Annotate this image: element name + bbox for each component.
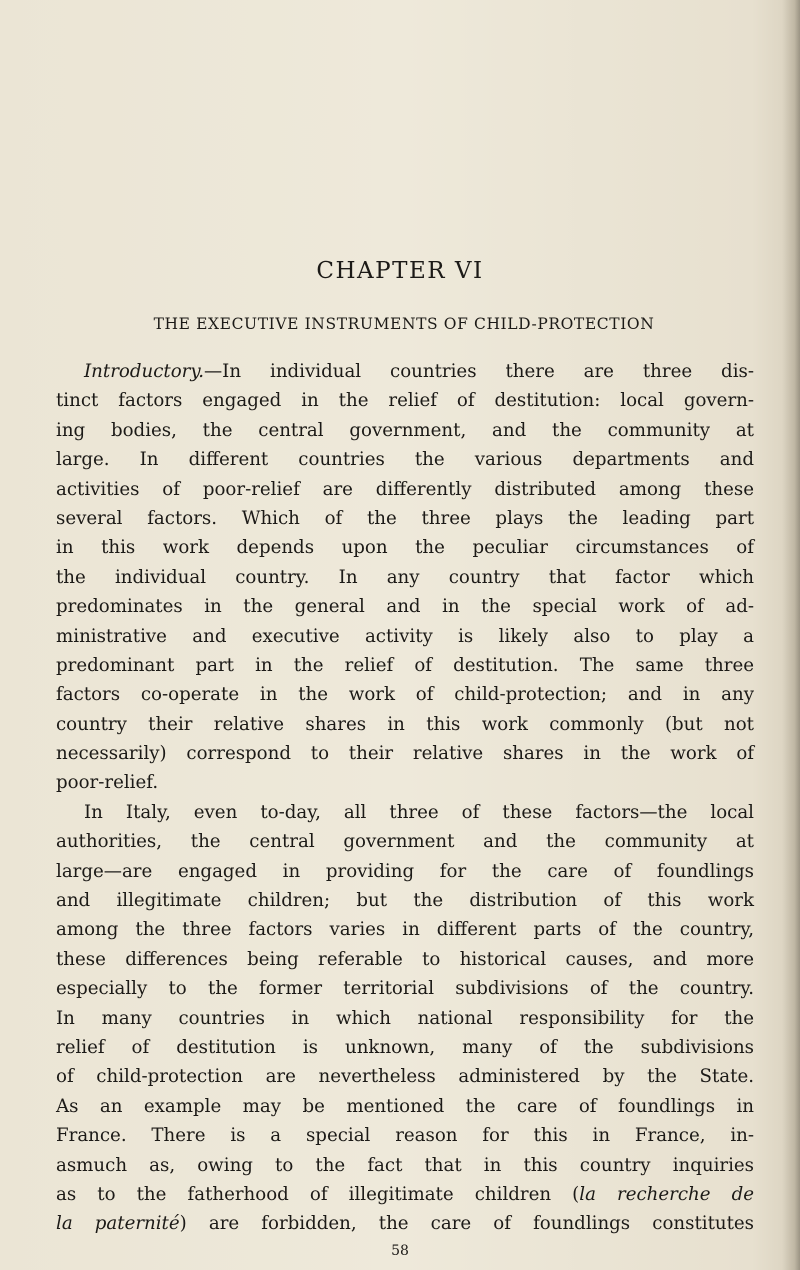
page-edge-shadow — [782, 0, 800, 1270]
text-line: authorities, the central government and the community at — [56, 831, 754, 853]
text-line: poor-relief. — [56, 772, 159, 794]
text-line: large. In different countries the various departments and — [56, 449, 754, 471]
text-line: of child-protection are nevertheless administered by the State. — [56, 1066, 754, 1088]
text-line: as to the fatherhood of illegitimate children (la recherche de — [56, 1183, 754, 1205]
text-line: relief of destitution is unknown, many of the subdivisions — [56, 1036, 754, 1058]
text-line: In many countries in which national responsibility for the — [56, 1007, 754, 1029]
text-line: these differences being referable to historical causes, and more — [56, 948, 754, 970]
text-line: France. There is a special reason for this in France, in- — [56, 1125, 754, 1147]
text-line: the individual country. In any country that factor which — [56, 566, 754, 588]
text-line: and illegitimate children; but the distribution of this work — [56, 890, 754, 912]
text-line: in this work depends upon the peculiar circumstances of — [56, 537, 754, 559]
text-line: especially to the former territorial subdivisions of the country. — [56, 978, 754, 1000]
text-line: asmuch as, owing to the fact that in this country inquiries — [56, 1154, 754, 1176]
chapter-heading: CHAPTER VI — [316, 258, 484, 284]
text-line: ministrative and executive activity is likely also to play a — [56, 625, 754, 647]
text-line: As an example may be mentioned the care of foundlings in — [56, 1095, 754, 1117]
text-line: country their relative shares in this work commonly (but not — [56, 713, 754, 735]
text-line: necessarily) correspond to their relative shares in the work of — [56, 743, 754, 765]
text-line: ing bodies, the central government, and the community at — [56, 419, 754, 441]
text-line: tinct factors engaged in the relief of destitution: local govern- — [56, 390, 754, 412]
section-title: THE EXECUTIVE INSTRUMENTS OF CHILD-PROTECTION — [153, 315, 655, 333]
text-line: predominant part in the relief of destitution. The same three — [56, 654, 754, 676]
text-line: factors co-operate in the work of child-protection; and in any — [56, 684, 754, 706]
text-line: among the three factors varies in different parts of the country, — [56, 919, 754, 941]
text-line: In Italy, even to-day, all three of these factors—the local — [84, 801, 754, 823]
text-line: Introductory.—In individual countries there are three dis- — [84, 361, 754, 382]
italic-phrase: la paternité — [56, 1213, 180, 1235]
text-line: several factors. Which of the three plays the leading part — [56, 507, 754, 529]
introductory-label: Introductory. — [84, 361, 204, 382]
text-line: la paternité) are forbidden, the care of foundlings constitutes — [56, 1213, 754, 1235]
italic-phrase: la recherche de — [579, 1183, 754, 1205]
page-number: 58 — [391, 1243, 409, 1259]
text-line: activities of poor-relief are differently distributed among these — [56, 478, 754, 500]
text-line: large—are engaged in providing for the care of foundlings — [56, 860, 754, 882]
text-line: predominates in the general and in the special work of ad- — [56, 596, 754, 618]
body-text — [56, 357, 754, 1239]
